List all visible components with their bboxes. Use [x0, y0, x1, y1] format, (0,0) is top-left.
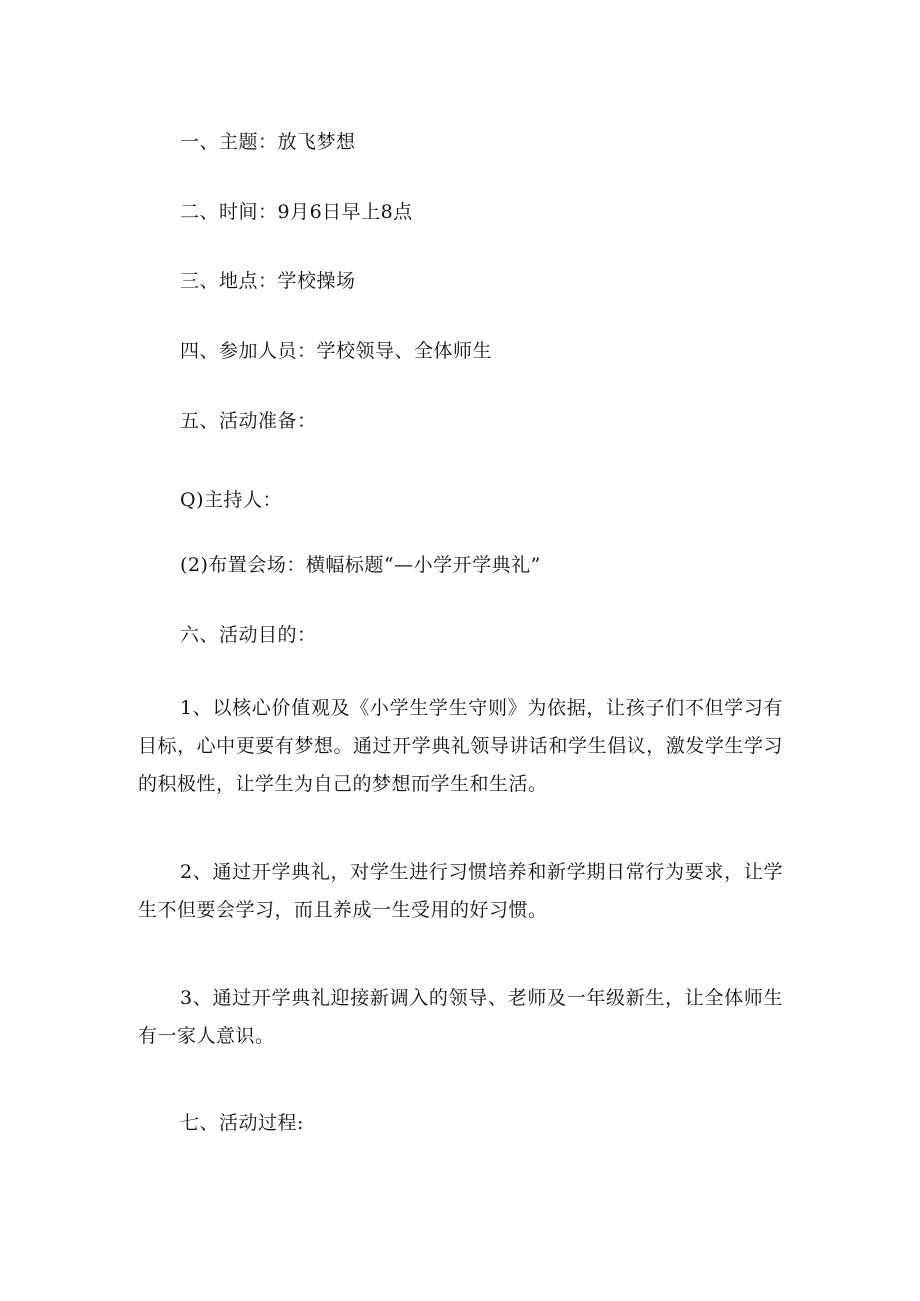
section-location: 三、地点：学校操场 [180, 270, 356, 292]
section-preparation: 五、活动准备： [180, 410, 317, 432]
prep-item-host: Q)主持人： [180, 489, 282, 511]
section-process: 七、活动过程: [180, 1112, 304, 1134]
section-participants: 四、参加人员：学校领导、全体师生 [180, 340, 493, 362]
section-time: 二、时间：9月6日早上8点 [180, 201, 413, 223]
purpose-paragraph-3: 3、通过开学典礼迎接新调入的领导、老师及一年级新生，让全体师生有一家人意识。 [138, 987, 783, 1047]
prep-item-venue: (2)布置会场：横幅标题“—小学开学典礼” [180, 554, 541, 576]
section-theme: 一、主题：放飞梦想 [180, 131, 356, 153]
purpose-paragraph-1: 1、以核心价值观及《小学生学生守则》为依据，让孩子们不但学习有目标，心中更要有梦想。通过开学典礼领导讲话和学生倡议，激发学生学习的积极性，让学生为自己的梦想而学生和生活。 [138, 697, 783, 795]
purpose-paragraph-2: 2、通过开学典礼，对学生进行习惯培养和新学期日常行为要求，让学生不但要会学习，而且养成一生受用的好习惯。 [138, 861, 783, 921]
section-purpose: 六、活动目的： [180, 624, 317, 646]
